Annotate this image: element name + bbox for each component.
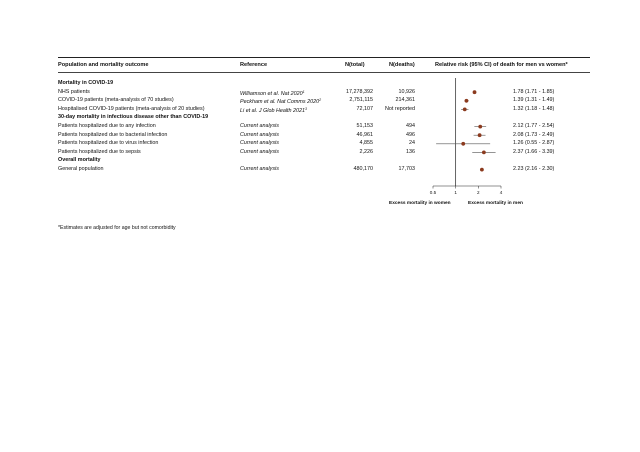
header-outcome: Population and mortality outcome — [58, 62, 149, 68]
row-outcome-label: NHS patients — [58, 88, 90, 95]
row-relative-risk: 2.08 (1.73 - 2.49) — [513, 131, 555, 138]
row-relative-risk: 1.78 (1.71 - 1.85) — [513, 88, 555, 95]
row-ndeaths: 494 — [406, 123, 415, 129]
row-ntotal: 51,153 — [356, 123, 373, 129]
header-ntotal: N(total) — [345, 62, 365, 68]
row-reference: Current analysis — [240, 148, 279, 155]
row-outcome-label: Patients hospitalized due to virus infection — [58, 140, 159, 147]
row-ndeaths: 496 — [406, 131, 415, 138]
row-reference: Current analysis — [240, 166, 279, 172]
row-reference: Current analysis — [240, 123, 279, 129]
row-ndeaths: 136 — [406, 148, 415, 155]
row-outcome-label: Patients hospitalized due to bacterial infection — [58, 131, 168, 138]
section-heading: Mortality in COVID-19 — [58, 80, 114, 86]
row-ntotal: 480,170 — [353, 166, 373, 172]
row-ndeaths: 10,926 — [398, 88, 415, 95]
row-ntotal: 46,961 — [356, 131, 373, 138]
row-reference: Current analysis — [240, 131, 279, 138]
row-reference: Peckham et al. Nat Comms 2020$^2$ — [240, 98, 322, 106]
point-estimate — [478, 133, 482, 137]
section-heading: Overall mortality — [58, 157, 101, 164]
row-reference: Current analysis — [240, 140, 279, 147]
row-reference: Williamson et al. Nat 2020$^1$ — [240, 89, 305, 97]
point-estimate — [478, 125, 482, 129]
row-ntotal: 17,278,392 — [346, 88, 373, 95]
row-ndeaths: 214,361 — [395, 97, 415, 104]
row-outcome-label: Patients hospitalized due to sepsis — [58, 148, 141, 155]
row-relative-risk: 1.26 (0.55 - 2.87) — [513, 140, 555, 147]
row-ndeaths: Not reported — [385, 105, 415, 112]
row-outcome-label: Patients hospitalized due to any infection — [58, 123, 156, 129]
row-outcome-label: Hospitalised COVID-19 patients (meta-analysis of 20 studies) — [58, 105, 205, 112]
x-tick-label: 1 — [454, 190, 457, 195]
left-direction-label: Excess mortality in women — [389, 201, 451, 206]
footnote: *Estimates are adjusted for age but not comorbidity — [58, 225, 176, 231]
row-relative-risk: 1.39 (1.31 - 1.49) — [513, 97, 555, 104]
row-relative-risk: 2.23 (2.16 - 2.30) — [513, 166, 555, 172]
header-reference: Reference — [240, 62, 268, 68]
point-estimate — [480, 168, 484, 172]
x-tick-label: 2 — [477, 190, 480, 195]
row-ntotal: 2,226 — [359, 148, 373, 155]
row-ndeaths: 24 — [409, 140, 415, 147]
reference-superscript: 2 — [319, 98, 322, 103]
row-ntotal: 2,751,115 — [349, 97, 373, 104]
row-relative-risk: 2.37 (1.66 - 3.39) — [513, 148, 555, 155]
right-direction-label: Excess mortality in men — [468, 201, 523, 206]
row-outcome-label: COVID-19 patients (meta-analysis of 70 studies) — [58, 97, 174, 104]
row-relative-risk: 2.12 (1.77 - 2.54) — [513, 123, 555, 129]
point-estimate — [465, 99, 469, 103]
row-reference: Li et al. J Glob Health 2021$^3$ — [240, 106, 308, 114]
point-estimate — [461, 142, 465, 146]
point-estimate — [482, 151, 486, 155]
x-tick-label: 4 — [499, 190, 503, 195]
header-relative-risk: Relative risk (95% CI) of death for men vs women* — [435, 62, 568, 68]
row-outcome-label: General population — [58, 166, 104, 172]
row-ndeaths: 17,703 — [398, 166, 415, 172]
header-ndeaths: N(deaths) — [389, 62, 415, 68]
point-estimate — [473, 90, 477, 94]
row-ntotal: 4,855 — [359, 140, 373, 147]
row-ntotal: 72,107 — [356, 105, 373, 112]
section-heading: 30-day mortality in infectious disease other than COVID-19 — [58, 114, 209, 121]
reference-superscript: 3 — [305, 106, 308, 111]
x-tick-label: 0.5 — [429, 190, 437, 195]
row-relative-risk: 1.32 (1.18 - 1.48) — [513, 105, 555, 112]
reference-superscript: 1 — [302, 89, 305, 94]
point-estimate — [463, 108, 467, 112]
